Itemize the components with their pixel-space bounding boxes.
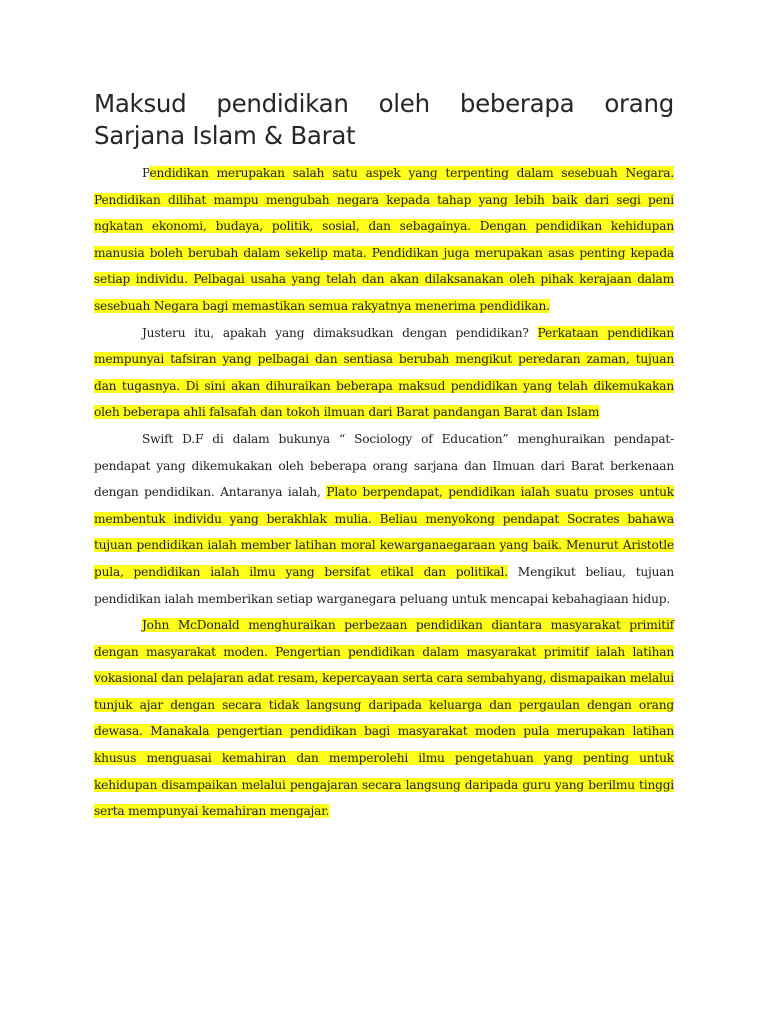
text-segment: Justeru itu, apakah yang dimaksudkan dengan pendidikan?: [142, 325, 538, 340]
highlighted-text: Plato berpendapat, pendidikan ialah suatu proses untuk membentuk individu yang berakhlak mulia. Beliau menyokong pendapat Socrates bahawa tujuan pendidikan ialah member latihan moral kewarganaegaraan yang baik. Menurut Aristotle pula, pendidikan ialah ilmu yang bersifat etikal dan politikal.: [94, 485, 674, 579]
text-segment: Swift D.F di dalam bukunya “ Sociology of Education” menghuraikan pendapat-pendapat yang dikemukakan oleh beberapa orang sarjana dan Ilmuan dari Barat berkenaan dengan pendidikan. Antaranya ialah,: [94, 431, 674, 500]
paragraph: [94, 160, 674, 320]
highlighted-text: endidikan merupakan salah satu aspek yang terpenting dalam sesebuah Negara. Pendidikan dilihat mampu mengubah negara kepada tahap yang lebih baik dari segi peni ngkatan ekonomi, budaya, politik, sosial, dan sebagainya. Dengan pendidikan kehidupan manusia boleh berubah dalam sekelip mata. Pendidikan juga merupakan asas penting kepada setiap individu. Pelbagai usaha yang telah dan akan dilaksanakan oleh pihak kerajaan dalam sesebuah Negara bagi memastikan semua rakyatnya menerima pendidikan.: [94, 166, 674, 313]
highlighted-text: John McDonald menghuraikan perbezaan pendidikan diantara masyarakat primitif dengan masyarakat moden. Pengertian pendidikan dalam masyarakat primitif ialah latihan vokasional dan pelajaran adat resam, kepercayaan serta cara sembahyang, dismapaikan melalui tunjuk ajar dengan secara tidak langsung daripada keluarga dan pergaulan dengan orang dewasa. Manakala pengertian pendidikan bagi masyarakat moden pula merupakan latihan khusus menguasai kemahiran dan memperolehi ilmu pengetahuan yang penting untuk kehidupan disampaikan melalui pengajaran secara langsung daripada guru yang berilmu tinggi serta mempunyai kemahiran mengajar.: [94, 618, 674, 819]
document-body: [94, 160, 674, 825]
highlighted-text: Perkataan pendidikan mempunyai tafsiran yang pelbagai dan sentiasa berubah mengikut peredaran zaman, tujuan dan tugasnya. Di sini akan dihuraikan beberapa maksud pendidikan yang telah dikemukakan oleh beberapa ahli falsafah dan tokoh ilmuan dari Barat pandangan Barat dan Islam: [94, 325, 674, 420]
paragraph: [94, 612, 674, 825]
paragraph: [94, 320, 674, 426]
document-title: Maksud pendidikan oleh beberapa orang Sarjana Islam & Barat: [94, 89, 674, 150]
document-page: [94, 88, 674, 825]
paragraph: [94, 426, 674, 612]
text-segment: P: [142, 166, 150, 180]
text-segment: Mengikut beliau, tujuan pendidikan ialah memberikan setiap warganegara peluang untuk mencapai kebahagiaan hidup.: [94, 564, 675, 606]
